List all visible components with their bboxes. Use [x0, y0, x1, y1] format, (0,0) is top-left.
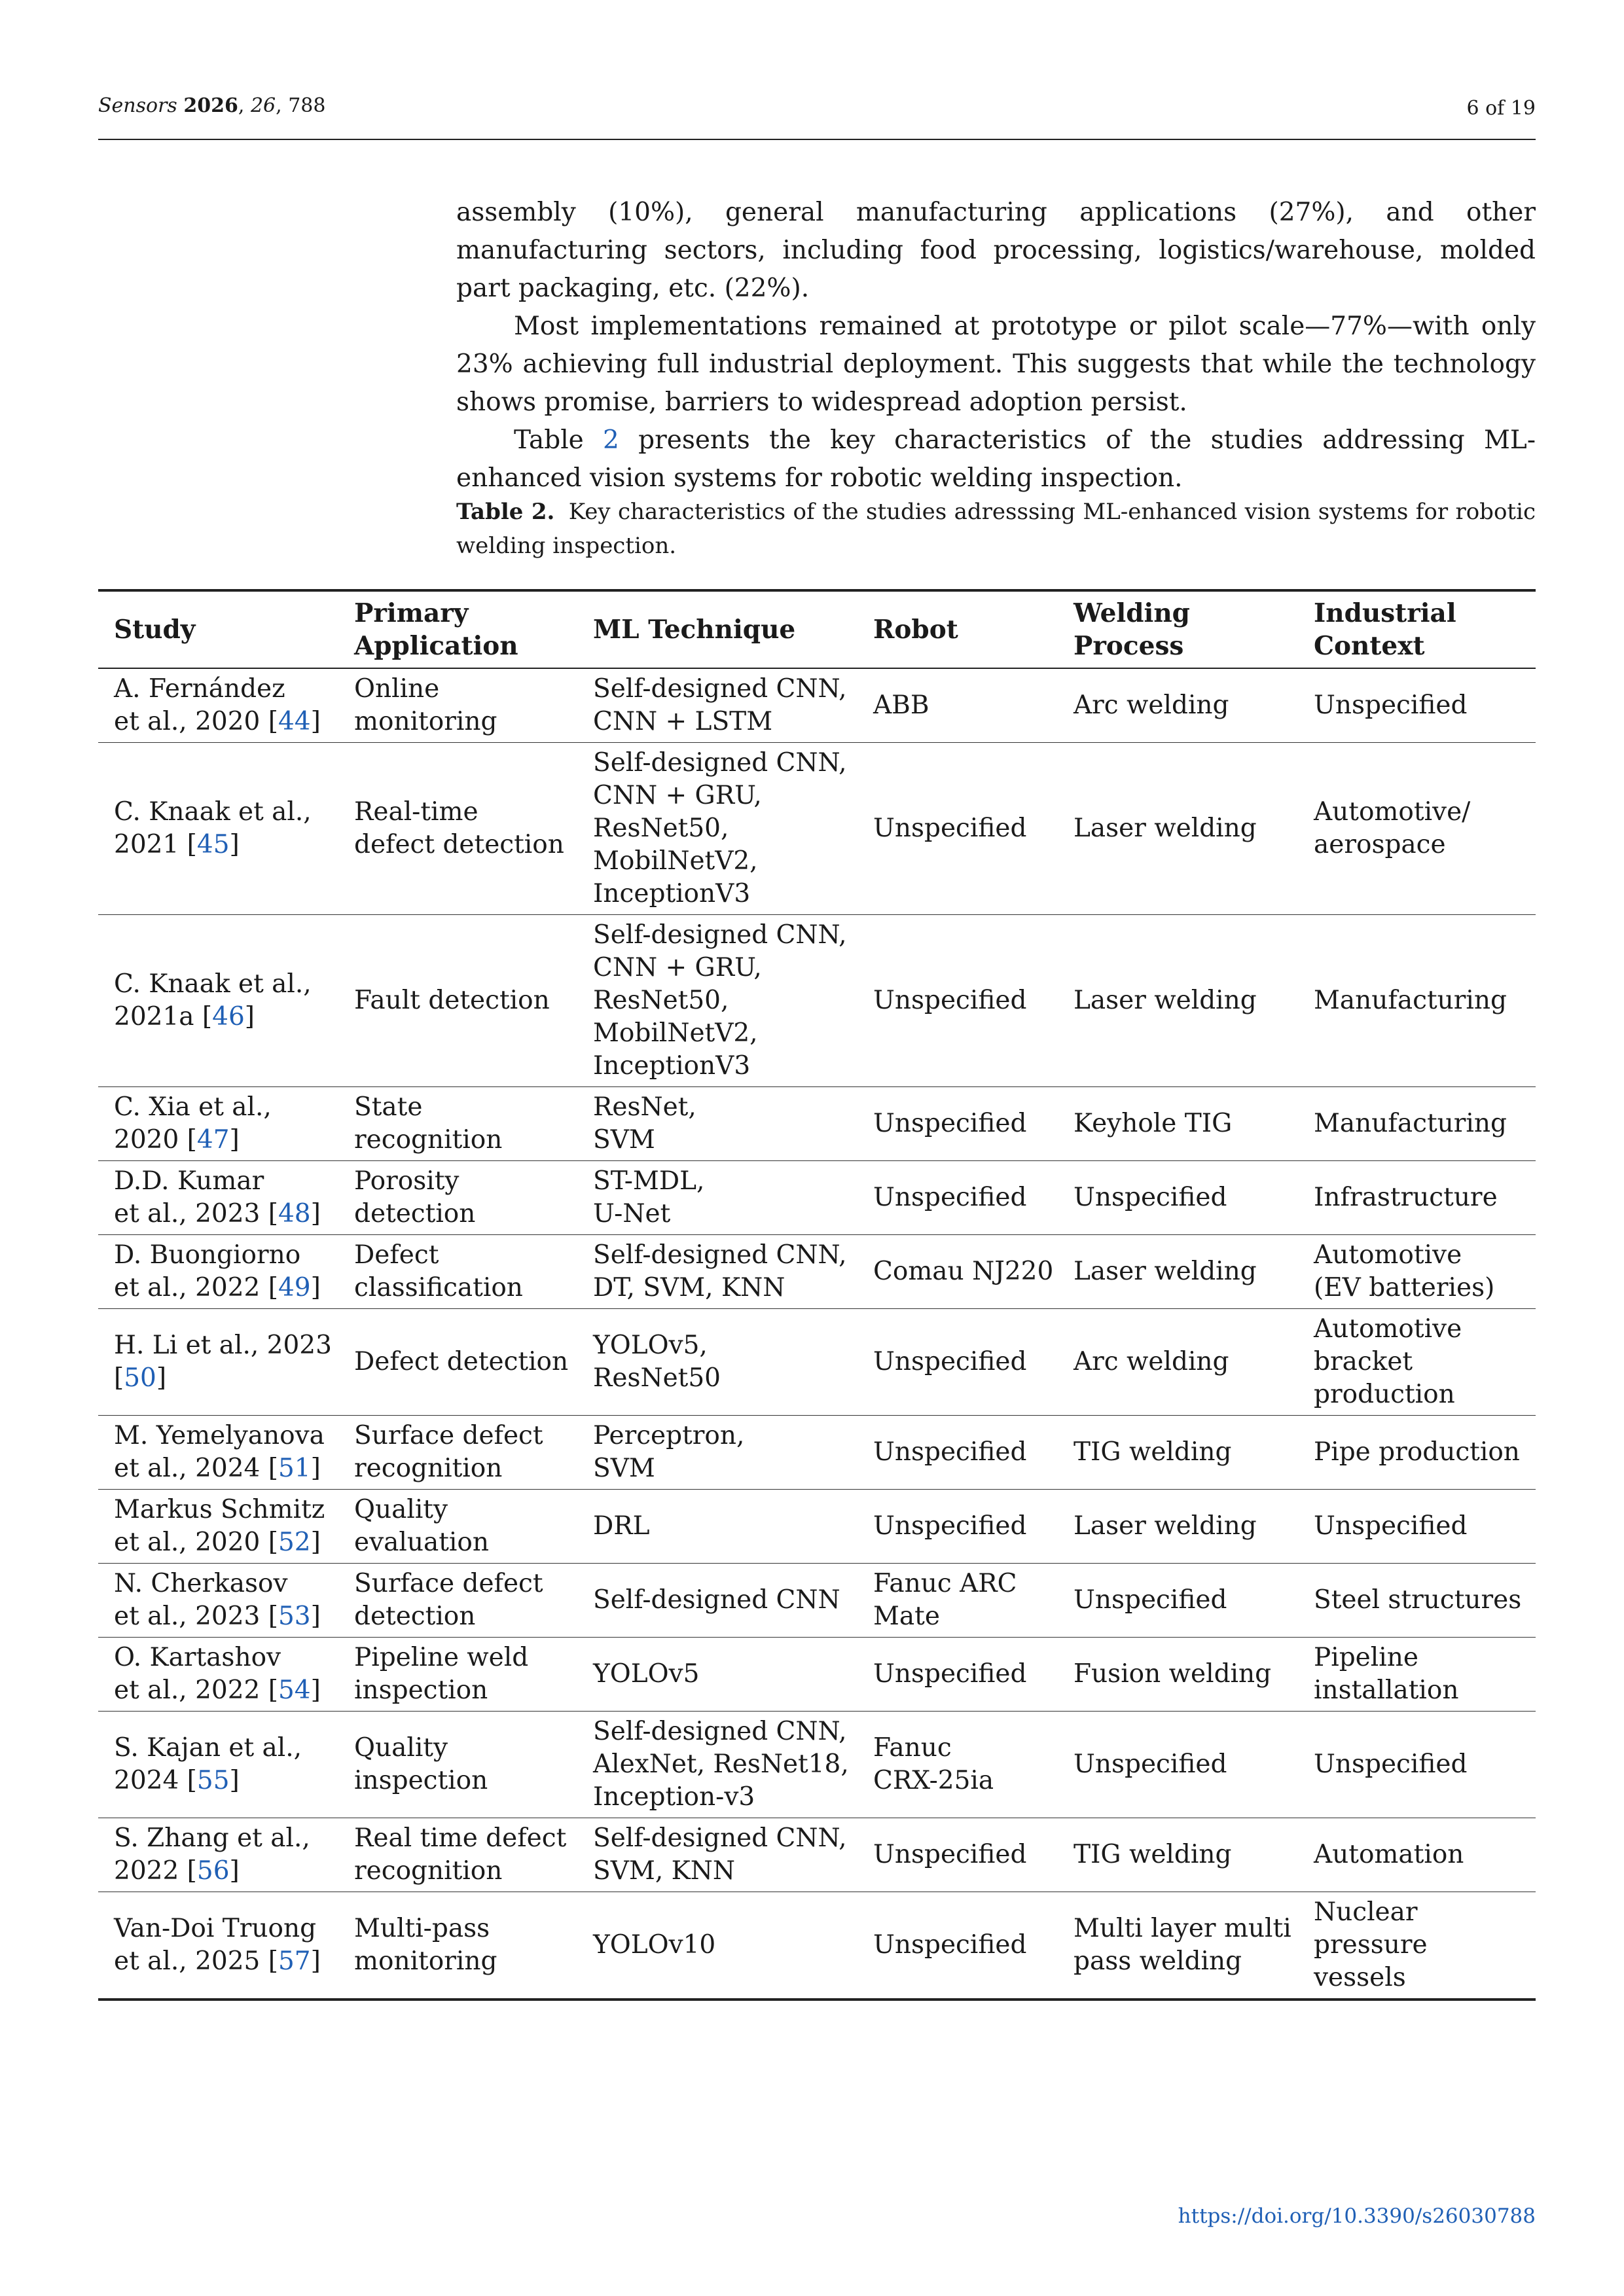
- ml-technique-cell: Self-designed CNN, DT, SVM, KNN: [593, 1240, 847, 1302]
- reference-link[interactable]: 47: [196, 1125, 230, 1155]
- paragraph: Most implementations remained at prototype or pilot scale—77%—with only 23% achieving full industrial deployment. This suggests that while the technology shows promise, barriers to widespread adoption persist.: [456, 312, 1536, 417]
- journal-citation: Sensors 2026, 26, 788: [98, 94, 326, 117]
- ml-technique-cell: YOLOv5: [593, 1659, 700, 1689]
- welding-process-cell: Keyhole TIG: [1074, 1109, 1233, 1138]
- ml-technique-cell: Self-designed CNN, CNN + GRU, ResNet50, MobilNetV2, InceptionV3: [593, 920, 847, 1081]
- article-number: 788: [288, 94, 326, 117]
- reference-link[interactable]: 51: [278, 1454, 311, 1483]
- industrial-context-cell: Unspecified: [1314, 1511, 1468, 1541]
- ml-technique-cell: Self-designed CNN: [593, 1585, 840, 1615]
- page-number: 6 of 19: [1466, 97, 1536, 120]
- table-reference-link[interactable]: 2: [603, 425, 619, 455]
- study-cell: [98, 1309, 338, 1416]
- column-header: Robot: [873, 615, 958, 645]
- page-header: [98, 92, 1536, 140]
- industrial-context-cell: Automotive (EV batteries): [1314, 1240, 1495, 1302]
- doi-link[interactable]: https://doi.org/10.3390/s26030788: [1178, 2204, 1536, 2228]
- welding-process-cell: Laser welding: [1074, 1257, 1257, 1286]
- robot-cell: Unspecified: [873, 1183, 1027, 1212]
- robot-cell: Fanuc ARC Mate: [873, 1569, 1017, 1631]
- robot-cell: Unspecified: [873, 1437, 1027, 1467]
- table-row: [98, 1564, 1536, 1638]
- column-header: Study: [114, 615, 196, 645]
- application-cell: State recognition: [354, 1092, 503, 1155]
- welding-process-cell: Arc welding: [1074, 691, 1229, 720]
- welding-process-cell: TIG welding: [1074, 1437, 1232, 1467]
- bracket-close: ]: [310, 1199, 321, 1229]
- welding-process-cell: Laser welding: [1074, 1511, 1257, 1541]
- study-citation: S. Zhang et al., 2022 [: [114, 1823, 310, 1886]
- paragraph-text: Table: [514, 425, 604, 455]
- table-header: [98, 590, 1536, 668]
- ml-technique-cell: ST-MDL, U-Net: [593, 1166, 705, 1229]
- column-header: Welding Process: [1074, 598, 1190, 661]
- application-cell: Real time defect recognition: [354, 1823, 567, 1886]
- welding-process-cell: Multi layer multi pass welding: [1074, 1914, 1291, 1976]
- reference-link[interactable]: 52: [278, 1528, 311, 1557]
- body-text: [456, 194, 1536, 497]
- industrial-context-cell: Unspecified: [1314, 691, 1468, 720]
- study-cell: [98, 1087, 338, 1161]
- industrial-context-cell: Nuclear pressure vessels: [1314, 1897, 1428, 1992]
- welding-process-cell: Unspecified: [1074, 1183, 1227, 1212]
- paragraph-text: presents the key characteristics of the studies addressing ML-enhanced vision systems for robotic welding inspection.: [456, 425, 1536, 493]
- bracket-close: ]: [229, 1856, 240, 1886]
- welding-process-cell: Laser welding: [1074, 986, 1257, 1015]
- application-cell: Quality evaluation: [354, 1495, 489, 1557]
- table-row: [98, 1818, 1536, 1892]
- bracket-close: ]: [229, 830, 240, 859]
- reference-link[interactable]: 54: [278, 1676, 311, 1705]
- industrial-context-cell: Pipeline installation: [1314, 1643, 1459, 1705]
- table-row: [98, 1161, 1536, 1235]
- ml-technique-cell: DRL: [593, 1511, 650, 1541]
- bracket-close: ]: [310, 1602, 321, 1631]
- table-row: [98, 1638, 1536, 1712]
- journal-year: 2026: [183, 94, 238, 117]
- bracket-close: ]: [310, 1454, 321, 1483]
- industrial-context-cell: Steel structures: [1314, 1585, 1522, 1615]
- study-cell: [98, 1638, 338, 1712]
- application-cell: Pipeline weld inspection: [354, 1643, 529, 1705]
- welding-process-cell: Unspecified: [1074, 1585, 1227, 1615]
- bracket-close: ]: [310, 707, 321, 736]
- study-cell: [98, 1564, 338, 1638]
- reference-link[interactable]: 55: [196, 1766, 230, 1795]
- study-citation: D. Buongiorno et al., 2022 [: [114, 1240, 301, 1302]
- table-row: [98, 915, 1536, 1087]
- reference-link[interactable]: 49: [278, 1273, 311, 1302]
- reference-link[interactable]: 45: [196, 830, 230, 859]
- reference-link[interactable]: 44: [278, 707, 311, 736]
- study-cell: [98, 1490, 338, 1564]
- table-body: [98, 668, 1536, 2000]
- table-row: [98, 668, 1536, 743]
- ml-technique-cell: Perceptron, SVM: [593, 1421, 745, 1483]
- application-cell: Quality inspection: [354, 1733, 488, 1795]
- industrial-context-cell: Manufacturing: [1314, 986, 1507, 1015]
- reference-link[interactable]: 48: [278, 1199, 311, 1229]
- table-row: [98, 1309, 1536, 1416]
- bracket-close: ]: [310, 1946, 321, 1976]
- study-citation: A. Fernández et al., 2020 [: [114, 674, 285, 736]
- journal-volume: 26: [250, 94, 276, 117]
- welding-process-cell: Laser welding: [1074, 814, 1257, 843]
- industrial-context-cell: Automation: [1314, 1840, 1464, 1869]
- bracket-close: ]: [310, 1676, 321, 1705]
- industrial-context-cell: Infrastructure: [1314, 1183, 1498, 1212]
- welding-process-cell: Unspecified: [1074, 1749, 1227, 1779]
- study-citation: D.D. Kumar et al., 2023 [: [114, 1166, 278, 1229]
- study-citation: H. Li et al., 2023 [: [114, 1331, 332, 1393]
- application-cell: Porosity detection: [354, 1166, 476, 1229]
- study-cell: [98, 1235, 338, 1309]
- bracket-close: ]: [310, 1273, 321, 1302]
- paragraph: assembly (10%), general manufacturing applications (27%), and other manufacturing sectors, including food processing, logistics/warehouse, molded part packaging, etc. (22%).: [456, 198, 1536, 303]
- caption-label: Table 2.: [456, 499, 555, 525]
- studies-table: [98, 589, 1536, 2001]
- robot-cell: Comau NJ220: [873, 1257, 1054, 1286]
- application-cell: Defect detection: [354, 1347, 569, 1376]
- caption-text: Key characteristics of the studies adresssing ML-enhanced vision systems for robotic welding inspection.: [456, 499, 1536, 559]
- robot-cell: Unspecified: [873, 1840, 1027, 1869]
- table-caption: [456, 495, 1536, 563]
- bracket-close: ]: [156, 1363, 167, 1393]
- application-cell: Multi-pass monitoring: [354, 1914, 497, 1976]
- column-header: ML Technique: [593, 615, 796, 645]
- industrial-context-cell: Automotive bracket production: [1314, 1314, 1462, 1409]
- application-cell: Surface defect recognition: [354, 1421, 543, 1483]
- study-citation: Markus Schmitz et al., 2020 [: [114, 1495, 325, 1557]
- bracket-close: ]: [229, 1125, 240, 1155]
- application-cell: Real-time defect detection: [354, 797, 564, 859]
- reference-link[interactable]: 46: [212, 1002, 245, 1031]
- ml-technique-cell: Self-designed CNN, CNN + LSTM: [593, 674, 847, 736]
- robot-cell: Unspecified: [873, 1930, 1027, 1960]
- bracket-close: ]: [229, 1766, 240, 1795]
- study-cell: [98, 1892, 338, 2000]
- robot-cell: Unspecified: [873, 1659, 1027, 1689]
- study-cell: [98, 1818, 338, 1892]
- table-row: [98, 1416, 1536, 1490]
- study-citation: N. Cherkasov et al., 2023 [: [114, 1569, 288, 1631]
- table-row: [98, 1235, 1536, 1309]
- ml-technique-cell: Self-designed CNN, SVM, KNN: [593, 1823, 847, 1886]
- study-citation: C. Xia et al., 2020 [: [114, 1092, 272, 1155]
- table-row: [98, 1490, 1536, 1564]
- ml-technique-cell: ResNet, SVM: [593, 1092, 696, 1155]
- application-cell: Surface defect detection: [354, 1569, 543, 1631]
- bracket-close: ]: [310, 1528, 321, 1557]
- robot-cell: ABB: [873, 691, 929, 720]
- robot-cell: Unspecified: [873, 986, 1027, 1015]
- application-cell: Online monitoring: [354, 674, 497, 736]
- industrial-context-cell: Pipe production: [1314, 1437, 1520, 1467]
- robot-cell: Unspecified: [873, 1109, 1027, 1138]
- study-cell: [98, 743, 338, 915]
- reference-link[interactable]: 57: [278, 1946, 311, 1976]
- reference-link[interactable]: 56: [196, 1856, 230, 1886]
- study-citation: O. Kartashov et al., 2022 [: [114, 1643, 281, 1705]
- bracket-close: ]: [244, 1002, 255, 1031]
- study-cell: [98, 1712, 338, 1818]
- ml-technique-cell: YOLOv10: [593, 1930, 716, 1960]
- study-cell: [98, 915, 338, 1087]
- table-row: [98, 1712, 1536, 1818]
- robot-cell: Unspecified: [873, 1511, 1027, 1541]
- application-cell: Defect classification: [354, 1240, 523, 1302]
- table-header-row: [98, 590, 1536, 668]
- industrial-context-cell: Manufacturing: [1314, 1109, 1507, 1138]
- study-citation: M. Yemelyanova et al., 2024 [: [114, 1421, 325, 1483]
- journal-name: Sensors: [98, 94, 177, 117]
- paragraph: [456, 422, 1536, 497]
- table-row: [98, 1892, 1536, 2000]
- welding-process-cell: Fusion welding: [1074, 1659, 1272, 1689]
- industrial-context-cell: Unspecified: [1314, 1749, 1468, 1779]
- table-row: [98, 743, 1536, 915]
- welding-process-cell: Arc welding: [1074, 1347, 1229, 1376]
- study-citation: C. Knaak et al., 2021 [: [114, 797, 312, 859]
- reference-link[interactable]: 53: [278, 1602, 311, 1631]
- study-citation: Van-Doi Truong et al., 2025 [: [114, 1914, 317, 1976]
- column-header: Primary Application: [354, 598, 518, 661]
- study-cell: [98, 668, 338, 743]
- welding-process-cell: TIG welding: [1074, 1840, 1232, 1869]
- robot-cell: Fanuc CRX-25ia: [873, 1733, 994, 1795]
- reference-link[interactable]: 50: [124, 1363, 156, 1393]
- robot-cell: Unspecified: [873, 1347, 1027, 1376]
- column-header: Industrial Context: [1314, 598, 1456, 661]
- robot-cell: Unspecified: [873, 814, 1027, 843]
- ml-technique-cell: Self-designed CNN, AlexNet, ResNet18, Inception-v3: [593, 1717, 849, 1812]
- study-citation: S. Kajan et al., 2024 [: [114, 1733, 302, 1795]
- study-cell: [98, 1161, 338, 1235]
- table-row: [98, 1087, 1536, 1161]
- ml-technique-cell: Self-designed CNN, CNN + GRU, ResNet50, MobilNetV2, InceptionV3: [593, 748, 847, 908]
- application-cell: Fault detection: [354, 986, 550, 1015]
- study-citation: C. Knaak et al., 2021a [: [114, 969, 312, 1031]
- ml-technique-cell: YOLOv5, ResNet50: [593, 1331, 721, 1393]
- study-cell: [98, 1416, 338, 1490]
- industrial-context-cell: Automotive/ aerospace: [1314, 797, 1471, 859]
